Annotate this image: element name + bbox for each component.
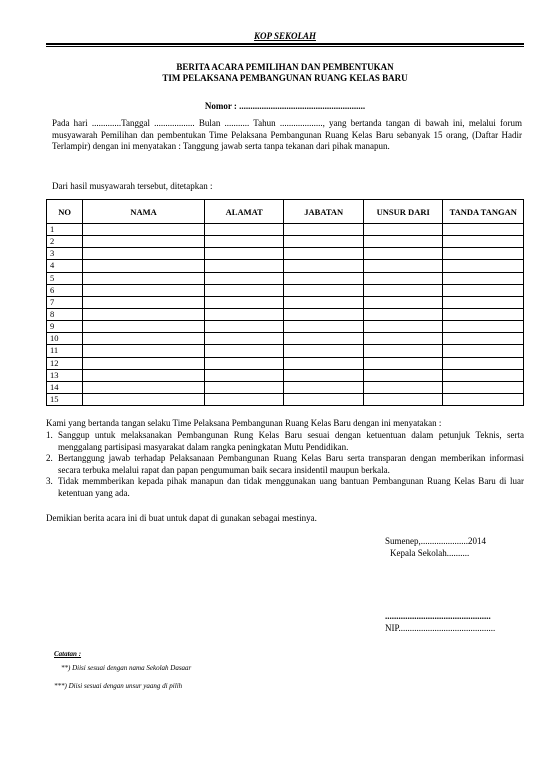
statement-text: Sanggup untuk melaksanakan Pembangunan Rung Kelas Baru sesuai dengan ketuentuan dalam petunjuk Teknis, serta menggalang partisipasi masyarakat dalam rangka peningkatan Mutu Pendidikan. [58, 430, 524, 452]
signature-place-date: Sumenep,.....................2014 [385, 536, 486, 546]
cell-alamat [204, 357, 284, 369]
cell-no: 15 [47, 393, 83, 405]
cell-tanda-tangan [443, 272, 524, 284]
cell-unsur-dari [363, 321, 443, 333]
cell-jabatan [284, 296, 364, 308]
table-row [47, 296, 524, 308]
cell-nama [83, 393, 205, 405]
cell-alamat [204, 248, 284, 260]
statement-number: 1. [46, 430, 53, 440]
cell-no: 2 [47, 236, 83, 248]
column-header-unsur-dari: UNSUR DARI [363, 200, 443, 224]
cell-tanda-tangan [443, 236, 524, 248]
cell-alamat [204, 393, 284, 405]
cell-unsur-dari [363, 236, 443, 248]
cell-tanda-tangan [443, 248, 524, 260]
cell-no: 9 [47, 321, 83, 333]
cell-unsur-dari [363, 284, 443, 296]
table-row [47, 284, 524, 296]
cell-jabatan [284, 236, 364, 248]
statement-intro: Kami yang bertanda tangan selaku Time Pelaksana Pembangunan Ruang Kelas Baru dengan ini menyatakan : [46, 418, 442, 428]
cell-nama [83, 381, 205, 393]
signature-nip: NIP........................................... [385, 623, 496, 633]
cell-jabatan [284, 260, 364, 272]
cell-alamat [204, 272, 284, 284]
cell-no: 1 [47, 224, 83, 236]
cell-alamat [204, 308, 284, 320]
signature-name-line: ............................................... [385, 611, 491, 621]
cell-alamat [204, 296, 284, 308]
cell-alamat [204, 224, 284, 236]
table-row [47, 381, 524, 393]
statement-number: 2. [46, 453, 53, 463]
cell-nama [83, 260, 205, 272]
cell-tanda-tangan [443, 357, 524, 369]
cell-no: 7 [47, 296, 83, 308]
cell-nama [83, 333, 205, 345]
cell-unsur-dari [363, 369, 443, 381]
cell-tanda-tangan [443, 296, 524, 308]
cell-unsur-dari [363, 296, 443, 308]
cell-no: 10 [47, 333, 83, 345]
cell-unsur-dari [363, 333, 443, 345]
table-header-row [47, 200, 524, 224]
cell-nama [83, 296, 205, 308]
cell-unsur-dari [363, 272, 443, 284]
cell-nama [83, 308, 205, 320]
cell-no: 5 [47, 272, 83, 284]
cell-jabatan [284, 248, 364, 260]
cell-unsur-dari [363, 357, 443, 369]
column-header-no: NO [47, 200, 83, 224]
table-row [47, 369, 524, 381]
cell-jabatan [284, 321, 364, 333]
cell-unsur-dari [363, 345, 443, 357]
members-table [46, 199, 524, 406]
cell-tanda-tangan [443, 369, 524, 381]
column-header-jabatan: JABATAN [284, 200, 364, 224]
cell-alamat [204, 345, 284, 357]
closing-statement: Demikian berita acara ini di buat untuk dapat di gunakan sebagai mestinya. [46, 513, 317, 523]
statement-text: Bertanggung jawab terhadap Pelaksanaan Pembangunan Ruang Kelas Baru serta transparan dengan memberikan informasi secara terbuka melalui rapat dan papan pengumuman baik secara insidentil maupun berkala. [58, 453, 524, 475]
cell-tanda-tangan [443, 284, 524, 296]
cell-no: 6 [47, 284, 83, 296]
cell-tanda-tangan [443, 321, 524, 333]
statement-list [46, 430, 524, 499]
table-row [47, 345, 524, 357]
cell-alamat [204, 284, 284, 296]
column-header-alamat: ALAMAT [204, 200, 284, 224]
cell-nama [83, 248, 205, 260]
cell-nama [83, 236, 205, 248]
cell-tanda-tangan [443, 333, 524, 345]
cell-jabatan [284, 224, 364, 236]
cell-jabatan [284, 272, 364, 284]
cell-alamat [204, 381, 284, 393]
cell-jabatan [284, 369, 364, 381]
cell-unsur-dari [363, 381, 443, 393]
cell-nama [83, 357, 205, 369]
cell-tanda-tangan [443, 224, 524, 236]
cell-tanda-tangan [443, 260, 524, 272]
document-title-line2: TIM PELAKSANA PEMBANGUNAN RUANG KELAS BARU [162, 73, 408, 83]
letterhead-rule-thick [46, 43, 524, 45]
school-letterhead: KOP SEKOLAH [254, 31, 316, 41]
cell-jabatan [284, 284, 364, 296]
table-row [47, 321, 524, 333]
cell-tanda-tangan [443, 381, 524, 393]
table-row [47, 224, 524, 236]
statement-number: 3. [46, 476, 53, 486]
cell-no: 12 [47, 357, 83, 369]
cell-nama [83, 284, 205, 296]
cell-unsur-dari [363, 224, 443, 236]
letterhead-rule-thin [46, 46, 524, 47]
notes-heading: Catatan : [54, 650, 82, 658]
column-header-tanda-tangan: TANDA TANGAN [443, 200, 524, 224]
statement-text: Tidak memmberikan kepada pihak manapun dan tidak menggunakan uang bantuan Pembangunan Ruang Kelas Baru di luar ketentuan yang ada. [58, 476, 524, 498]
table-row [47, 272, 524, 284]
cell-nama [83, 272, 205, 284]
document-number: Nomor : ........................................................ [204, 101, 366, 111]
table-row [47, 308, 524, 320]
statement-item [46, 476, 524, 499]
cell-alamat [204, 260, 284, 272]
cell-jabatan [284, 393, 364, 405]
cell-jabatan [284, 357, 364, 369]
table-row [47, 248, 524, 260]
signature-role: Kepala Sekolah.......... [390, 548, 470, 558]
cell-no: 14 [47, 381, 83, 393]
cell-alamat [204, 369, 284, 381]
cell-unsur-dari [363, 308, 443, 320]
cell-jabatan [284, 308, 364, 320]
document-title-line1: BERITA ACARA PEMILIHAN DAN PEMBENTUKAN [176, 62, 394, 72]
opening-paragraph: Pada hari .............Tanggal .................. Bulan ........... Tahun ..................., yang bertanda tangan di bawah ini, melalui forum musyawarah Pemilihan dan pembentukan Time Pelaksana Pembangunan Ruang Kelas Baru sebanyak 15 orang, (Daftar Hadir Terlampir) dengan ini menyatakan : Tanggung jawab serta tanpa tekanan dari pihak manapun. [52, 118, 522, 151]
cell-unsur-dari [363, 248, 443, 260]
cell-jabatan [284, 333, 364, 345]
decision-intro: Dari hasil musyawarah tersebut, ditetapkan : [52, 181, 213, 191]
table-row [47, 260, 524, 272]
cell-nama [83, 345, 205, 357]
table-row [47, 333, 524, 345]
cell-alamat [204, 333, 284, 345]
table-row [47, 357, 524, 369]
cell-alamat [204, 236, 284, 248]
cell-tanda-tangan [443, 308, 524, 320]
cell-no: 8 [47, 308, 83, 320]
note-unsur: ***) Diisi sesuai dengan unsur yaang di pilih [54, 682, 183, 690]
statement-item [46, 453, 524, 476]
cell-jabatan [284, 345, 364, 357]
cell-tanda-tangan [443, 345, 524, 357]
cell-no: 3 [47, 248, 83, 260]
cell-unsur-dari [363, 393, 443, 405]
column-header-nama: NAMA [83, 200, 205, 224]
cell-alamat [204, 321, 284, 333]
cell-no: 11 [47, 345, 83, 357]
cell-nama [83, 224, 205, 236]
cell-no: 13 [47, 369, 83, 381]
cell-unsur-dari [363, 260, 443, 272]
note-school-name: **) Diisi sesuai dengan nama Sekolah Dasaar [61, 664, 192, 672]
cell-nama [83, 369, 205, 381]
table-row [47, 236, 524, 248]
cell-nama [83, 321, 205, 333]
statement-item [46, 430, 524, 453]
cell-jabatan [284, 381, 364, 393]
cell-tanda-tangan [443, 393, 524, 405]
table-row [47, 393, 524, 405]
cell-no: 4 [47, 260, 83, 272]
